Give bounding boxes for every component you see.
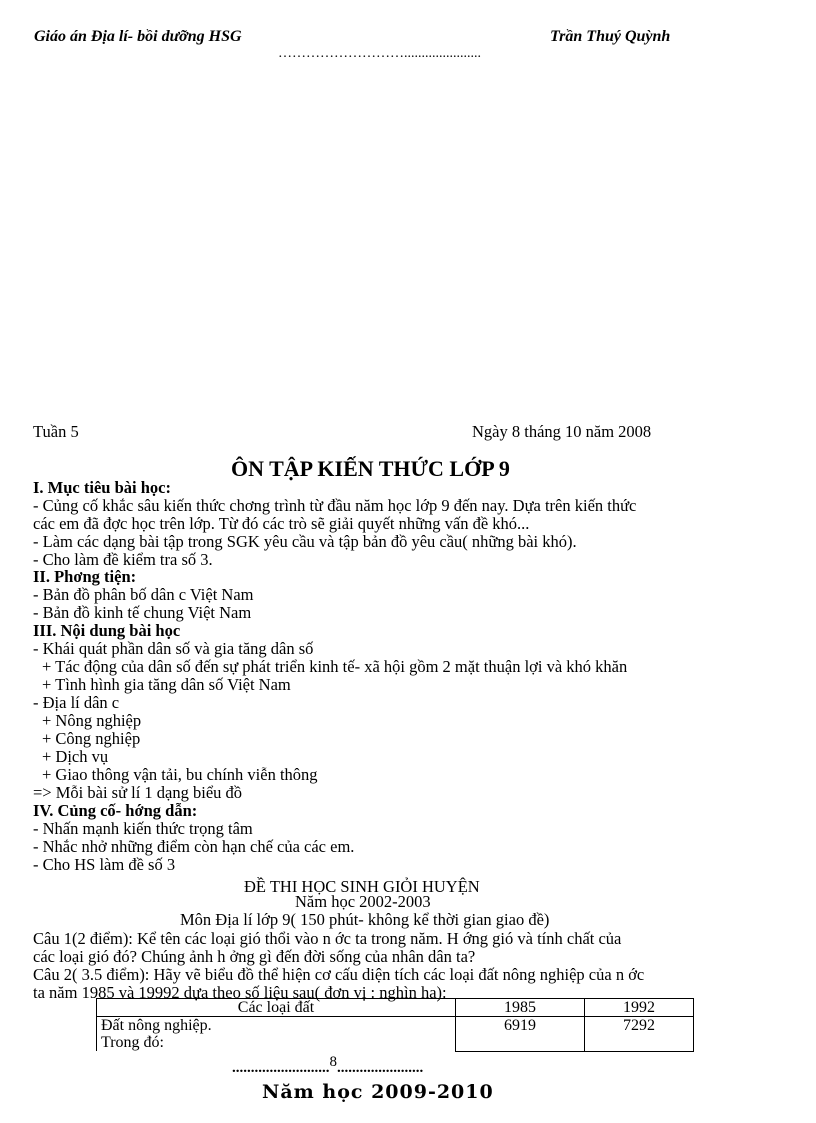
review-line-1: - Nhấn mạnh kiến thức trọng tâm: [33, 819, 253, 838]
content-line-2: + Tác động của dân số đến sự phát triển kinh tế- xã hội gồm 2 mặt thuận lợi và khó khăn: [42, 657, 628, 676]
content-line-7: + Dịch vụ: [42, 747, 109, 766]
materials-line-2: - Bản đồ kinh tế chung Việt Nam: [33, 603, 252, 622]
header-left-title: Giáo án Địa lí- bồi dưỡng HSG: [34, 28, 242, 45]
exam-year: Năm học 2002-2003: [295, 892, 431, 911]
table-header-cell: 1985: [456, 999, 585, 1017]
section-objectives-heading: I. Mục tiêu bài học:: [33, 478, 171, 497]
section-content-heading: III. Nội dung bài học: [33, 621, 181, 640]
content-line-1: - Khái quát phần dân số và gia tăng dân số: [33, 639, 314, 658]
date-label: Ngày 8 tháng 10 năm 2008: [472, 422, 652, 441]
page-number: 8: [329, 1054, 337, 1070]
table-cell-text: Đất nông nghiệp.: [101, 1017, 212, 1034]
section-materials-heading: II. Phơng tiện:: [33, 567, 137, 586]
question-1-line-1: Câu 1(2 điểm): Kể tên các loại gió thổi vào n ớc ta trong năm. H ớng gió và tính chất của: [33, 929, 622, 948]
table-cell-text: Trong đó:: [101, 1034, 164, 1051]
header-author: Trần Thuý Quỳnh: [550, 28, 671, 45]
content-line-4: - Địa lí dân c: [33, 693, 120, 712]
objectives-line-2: các em đã đợc học trên lớp. Từ đó các trò sẽ giải quyết những vấn đề khó...: [33, 514, 530, 533]
land-use-table: [96, 998, 694, 1052]
objectives-line-3: - Làm các dạng bài tập trong SGK yêu cầu và tập bản đồ yêu cầu( những bài khó).: [33, 532, 577, 551]
content-line-5: + Nông nghiệp: [42, 711, 142, 730]
question-2-line-1: Câu 2( 3.5 điểm): Hãy vẽ biểu đồ thể hiện cơ cấu diện tích các loại đất nông nghiệp của n ớc: [33, 965, 645, 984]
table-header-row: [97, 999, 694, 1017]
footer-dots-right: .......................: [337, 1060, 424, 1076]
objectives-line-4: - Cho làm đề kiểm tra số 3.: [33, 550, 213, 569]
review-line-2: - Nhắc nhở những điểm còn hạn chế của các em.: [33, 837, 355, 856]
table-cell: [97, 1017, 456, 1052]
materials-line-1: - Bản đồ phân bố dân c Việt Nam: [33, 585, 254, 604]
section-review-heading: IV. Củng cố- hớng dẫn:: [33, 801, 198, 820]
table-header-cell: 1992: [585, 999, 694, 1017]
table-header-cell: Các loại đất: [97, 999, 456, 1017]
question-1-line-2: các loại gió đó? Chúng ảnh h ởng gì đến đời sống của nhân dân ta?: [33, 947, 476, 966]
footer-school-year: Năm học 2009-2010: [262, 1081, 494, 1103]
objectives-line-1: - Củng cố khắc sâu kiến thức chơng trình từ đầu năm học lớp 9 đến nay. Dựa trên kiến thức: [33, 496, 637, 515]
exam-subject: Môn Địa lí lớp 9( 150 phút- không kể thời gian giao đề): [180, 910, 550, 929]
content-line-8: + Giao thông vận tải, bu chính viễn thông: [42, 765, 318, 784]
lesson-title: ÔN TẬP KIẾN THỨC LỚP 9: [231, 456, 510, 481]
table-row: [97, 1017, 694, 1052]
table-cell: 7292: [585, 1017, 694, 1052]
footer-page-line: [232, 1054, 424, 1077]
content-line-9: => Mỗi bài sử lí 1 dạng biểu đồ: [33, 783, 243, 802]
footer-dots-left: ..........................: [232, 1060, 330, 1076]
header-dots: ………………………......................: [278, 46, 481, 61]
content-line-3: + Tình hình gia tăng dân số Việt Nam: [42, 675, 291, 694]
exam-title: ĐỀ THI HỌC SINH GIỎI HUYỆN: [244, 877, 480, 896]
review-line-3: - Cho HS làm đề số 3: [33, 855, 176, 874]
week-label: Tuần 5: [33, 422, 79, 441]
question-2-line-2: ta năm 1985 và 19992 dựa theo số liệu sau( đơn vị : nghìn ha):: [33, 983, 447, 1002]
content-line-6: + Công nghiệp: [42, 729, 141, 748]
table-cell: 6919: [456, 1017, 585, 1052]
